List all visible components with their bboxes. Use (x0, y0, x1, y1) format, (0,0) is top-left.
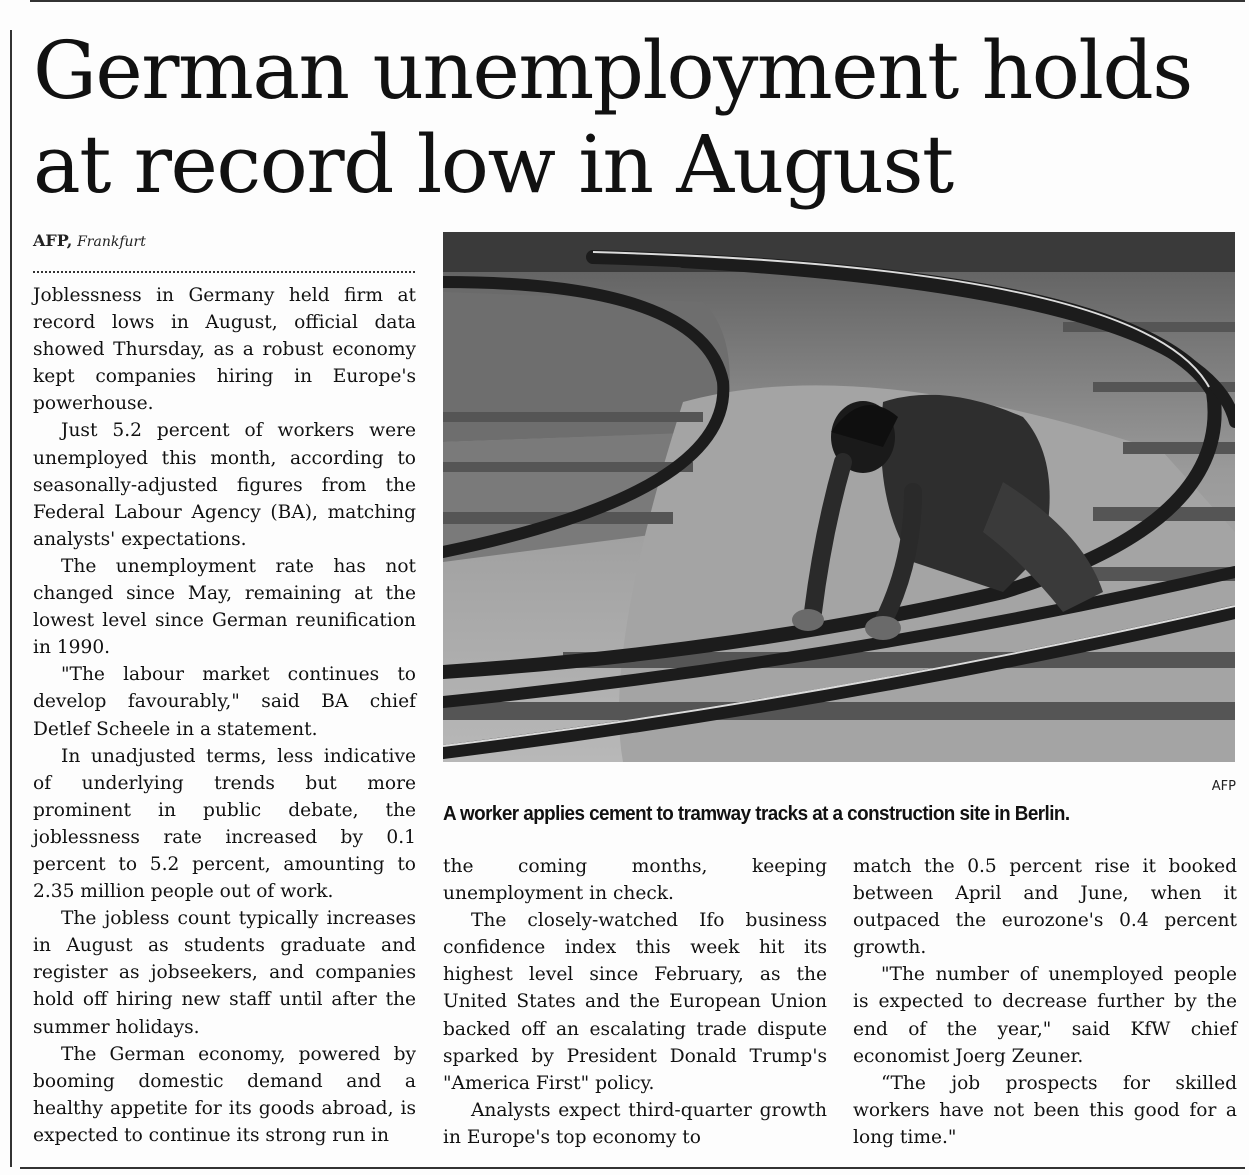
news-photo (443, 232, 1235, 762)
paragraph: Analysts expect third-quarter growth in Europe's top economy to (443, 1099, 827, 1148)
photo-caption: A worker applies cement to tramway tracks at a construction site in Berlin. (443, 802, 1070, 825)
byline-divider (33, 271, 415, 273)
article-column-2 (443, 853, 827, 1151)
byline (33, 231, 146, 250)
photo-credit: AFP (1211, 779, 1236, 794)
paragraph: Just 5.2 percent of workers were unemployed this month, according to seasonally-adjusted figures from the Federal Labour Agency (BA), matching analysts' expectations. (33, 420, 416, 550)
paragraph: The jobless count typically increases in August as students graduate and register as jobseekers, and companies hold off hiring new staff until after the summer holidays. (33, 908, 416, 1038)
byline-place: Frankfurt (77, 234, 146, 250)
paragraph: The closely-watched Ifo business confidence index this week hit its highest level since February, as the United States and the European Union backed off an escalating trade dispute sparked by President Donald Trump's "America First" policy. (443, 910, 827, 1094)
article-column-3 (853, 853, 1237, 1151)
paragraph: The German economy, powered by booming domestic demand and a healthy appetite for its goods abroad, is expected to continue its strong run in (33, 1043, 416, 1146)
paragraph: Joblessness in Germany held firm at record lows in August, official data showed Thursday, as a robust economy kept companies hiring in Europe's powerhouse. (33, 285, 416, 415)
paragraph: the coming months, keeping unemployment in check. (443, 856, 827, 905)
article-column-1 (33, 282, 416, 1149)
left-rule (10, 30, 12, 1167)
paragraph: "The labour market continues to develop favourably," said BA chief Detlef Scheele in a statement. (33, 664, 416, 740)
paragraph: In unadjusted terms, less indicative of underlying trends but more prominent in public debate, the joblessness rate increased by 0.1 percent to 5.2 percent, amounting to 2.35 million people out of work. (33, 745, 416, 903)
paragraph: match the 0.5 percent rise it booked between April and June, when it outpaced the eurozone's 0.4 percent growth. (853, 856, 1237, 959)
headline: German unemployment holds at record low in August (33, 24, 1192, 211)
bottom-rule (20, 1167, 1245, 1169)
byline-agency: AFP, (33, 231, 73, 250)
top-rule (30, 0, 1245, 2)
paragraph: “The job prospects for skilled workers have not been this good for a long time." (853, 1072, 1237, 1148)
paragraph: "The number of unemployed people is expected to decrease further by the end of the year," said KfW chief economist Joerg Zeuner. (853, 964, 1237, 1067)
paragraph: The unemployment rate has not changed since May, remaining at the lowest level since German reunification in 1990. (33, 555, 416, 659)
